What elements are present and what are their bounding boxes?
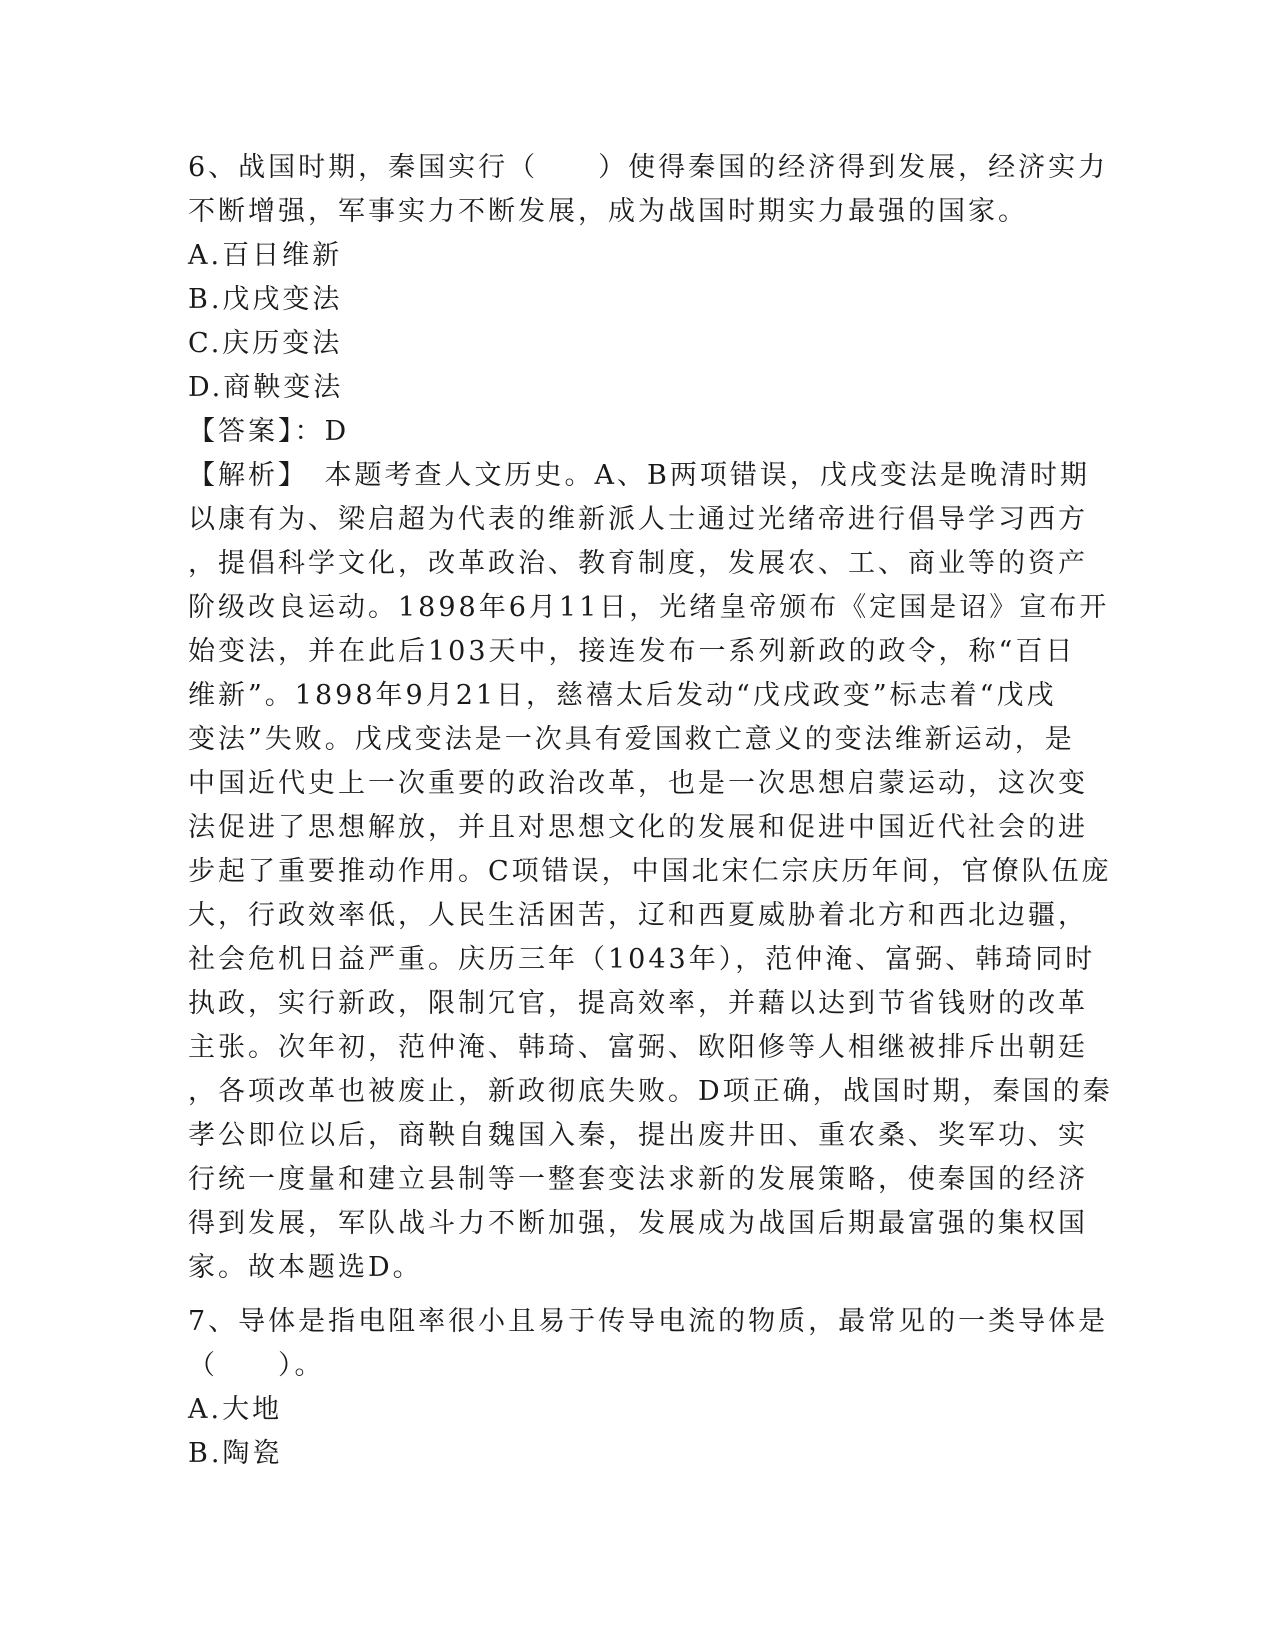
- analysis-line: 主张。次年初，范仲淹、韩琦、富弼、欧阳修等人相继被排斥出朝廷: [188, 1032, 1088, 1063]
- analysis-block: [188, 454, 1113, 1290]
- analysis-line: 孝公即位以后，商鞅自魏国入秦，提出废井田、重农桑、奖军功、实: [188, 1120, 1088, 1151]
- analysis-line: 得到发展，军队战斗力不断加强，发展成为战国后期最富强的集权国: [188, 1208, 1088, 1239]
- analysis-line: 维新”。1898年9月21日，慈禧太后发动“戊戌政变”标志着“戊戌: [188, 680, 1057, 711]
- analysis-line: 变法”失败。戊戌变法是一次具有爱国救亡意义的变法维新运动，是: [188, 724, 1075, 755]
- analysis-line: 步起了重要推动作用。C项错误，中国北宋仁宗庆历年间，官僚队伍庞: [188, 856, 1112, 887]
- analysis-line: 社会危机日益严重。庆历三年（1043年），范仲淹、富弼、韩琦同时: [188, 944, 1096, 975]
- option-b: B.陶瓷: [188, 1438, 283, 1469]
- analysis-line: 阶级改良运动。1898年6月11日，光绪皇帝颁布《定国是诏》宣布开: [188, 592, 1110, 623]
- analysis-line: ，各项改革也被废止，新政彻底失败。D项正确，战国时期，秦国的秦: [188, 1076, 1113, 1107]
- option-c: C.庆历变法: [188, 328, 343, 359]
- analysis-line: 执政，实行新政，限制冗官，提高效率，并藉以达到节省钱财的改革: [188, 988, 1088, 1019]
- analysis-line: 始变法，并在此后103天中，接连发布一系列新政的政令，称“百日: [188, 636, 1076, 667]
- option-b: B.戊戌变法: [188, 284, 343, 315]
- question-stem-line: 7、导体是指电阻率很小且易于传导电流的物质，最常见的一类导体是: [188, 1306, 1109, 1337]
- question-divider: [188, 1290, 1080, 1300]
- analysis-line: 家。故本题选D。: [188, 1252, 423, 1283]
- option-d: D.商鞅变法: [188, 372, 344, 403]
- analysis-line: 法促进了思想解放，并且对思想文化的发展和促进中国近代社会的进: [188, 812, 1088, 843]
- document-content: [188, 146, 1113, 1476]
- question-stem-line: （ ）。: [188, 1350, 325, 1381]
- question-stem-line: 6、战国时期，秦国实行（ ）使得秦国的经济得到发展，经济实力: [188, 152, 1109, 183]
- answer-line: 【答案】：D: [188, 416, 350, 447]
- option-a: A.百日维新: [188, 240, 343, 271]
- option-a: A.大地: [188, 1394, 283, 1425]
- analysis-line: ，提倡科学文化，改革政治、教育制度，发展农、工、商业等的资产: [188, 548, 1088, 579]
- analysis-line: 行统一度量和建立县制等一整套变法求新的发展策略，使秦国的经济: [188, 1164, 1088, 1195]
- question-6: [188, 146, 1113, 1290]
- question-stem-line: 不断增强，军事实力不断发展，成为战国时期实力最强的国家。: [188, 196, 1028, 227]
- question-7: [188, 1300, 1109, 1476]
- analysis-line: 大，行政效率低，人民生活困苦，辽和西夏威胁着北方和西北边疆，: [188, 900, 1088, 931]
- analysis-line: 以康有为、梁启超为代表的维新派人士通过光绪帝进行倡导学习西方: [188, 504, 1088, 535]
- analysis-line: 【解析】 本题考查人文历史。A、B两项错误，戊戌变法是晚清时期: [188, 460, 1090, 491]
- analysis-line: 中国近代史上一次重要的政治改革，也是一次思想启蒙运动，这次变: [188, 768, 1088, 799]
